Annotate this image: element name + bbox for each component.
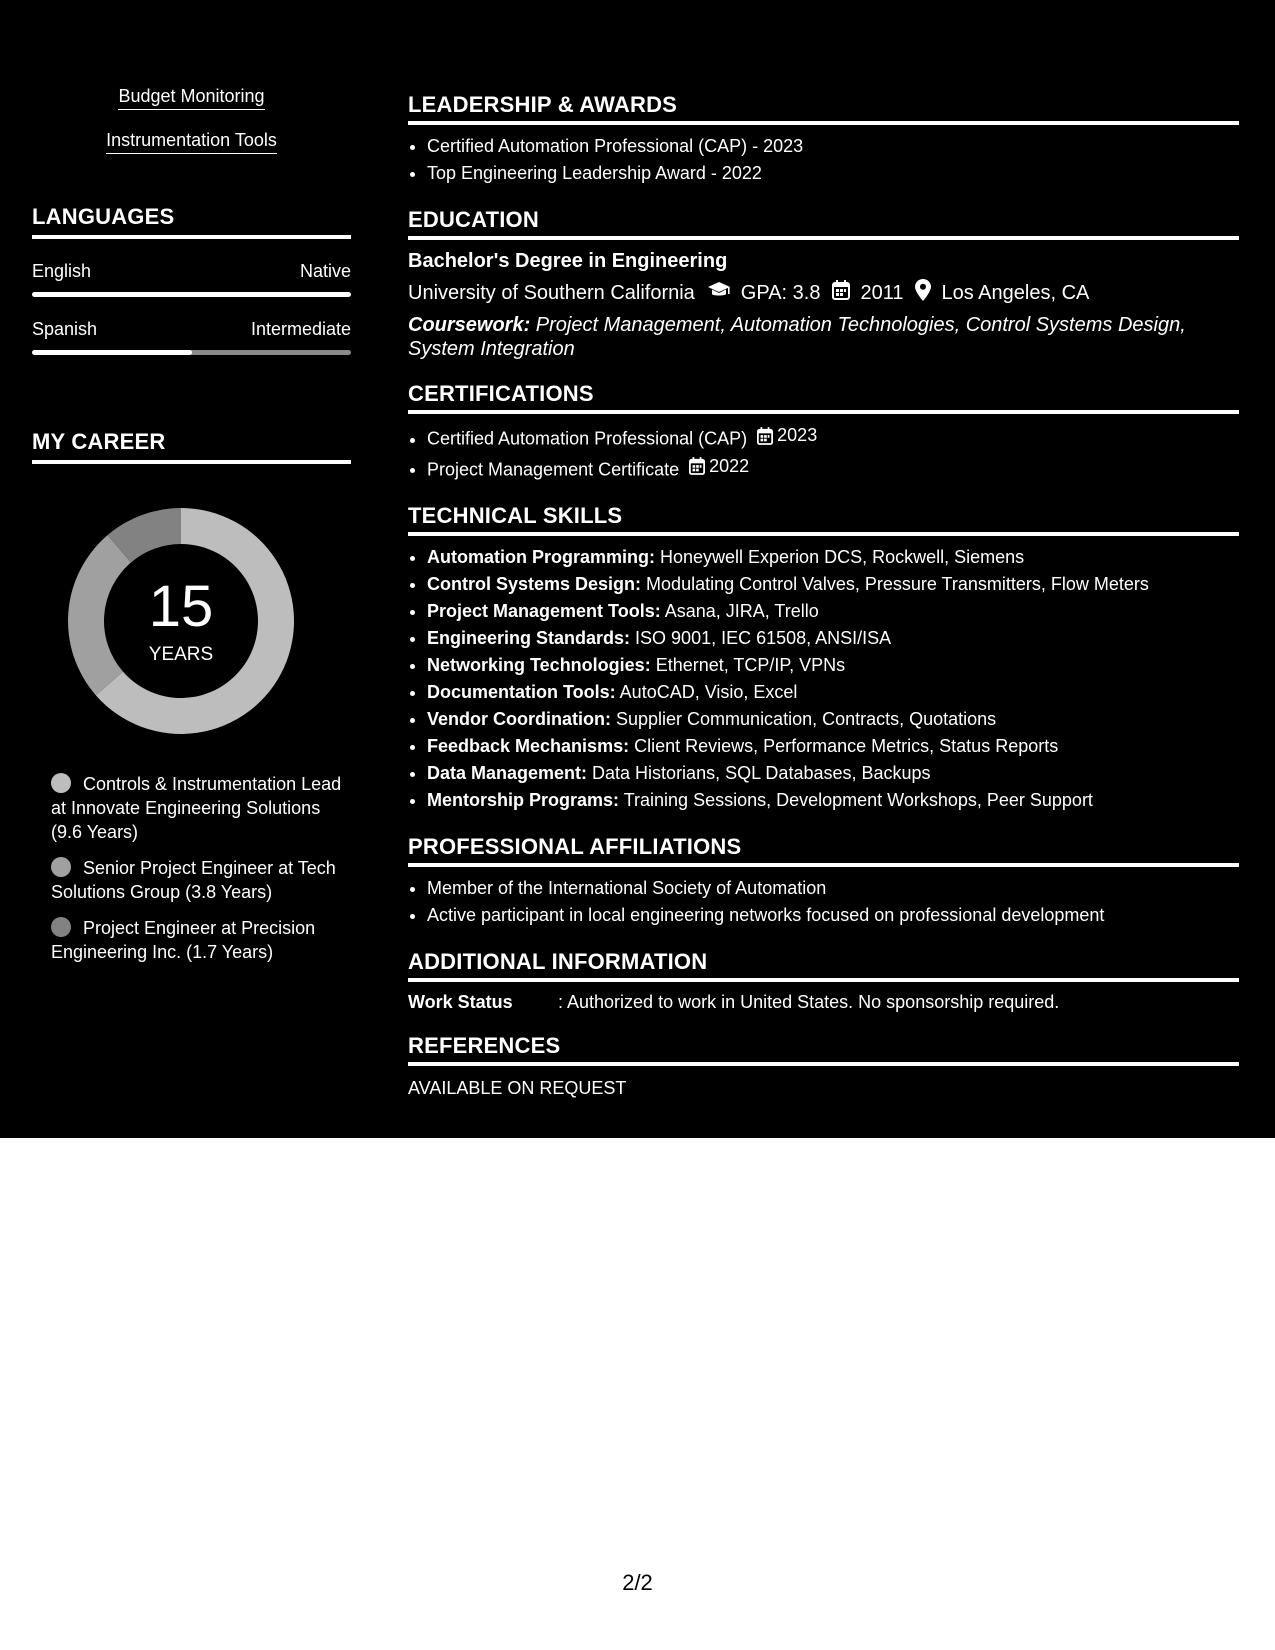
skills-links bbox=[32, 86, 351, 154]
legend-dot bbox=[51, 917, 71, 937]
additional-info-heading: ADDITIONAL INFORMATION bbox=[408, 949, 1239, 982]
technical-skills-section bbox=[408, 503, 1239, 814]
certification-name: Certified Automation Professional (CAP) bbox=[427, 428, 748, 449]
career-section bbox=[32, 429, 351, 964]
skill-value: Data Historians, SQL Databases, Backups bbox=[587, 763, 931, 783]
coursework bbox=[408, 313, 1239, 361]
skill-value: Asana, JIRA, Trello bbox=[660, 601, 819, 621]
skill-item bbox=[427, 733, 1239, 760]
career-donut-chart bbox=[66, 506, 296, 736]
calendar-icon bbox=[832, 280, 850, 306]
languages-section bbox=[32, 204, 351, 355]
skill-value: Client Reviews, Performance Metrics, Status Reports bbox=[629, 736, 1059, 756]
left-column bbox=[32, 86, 351, 976]
career-legend-item bbox=[51, 772, 351, 844]
skill-item bbox=[427, 625, 1239, 652]
legend-dot bbox=[51, 773, 71, 793]
location-pin-icon bbox=[915, 279, 931, 307]
language-name: Spanish bbox=[32, 319, 98, 339]
certifications-heading: CERTIFICATIONS bbox=[408, 381, 1239, 414]
references-heading: REFERENCES bbox=[408, 1033, 1239, 1066]
language-item-spanish bbox=[32, 319, 351, 355]
skill-item bbox=[427, 787, 1239, 814]
skill-link-budget-monitoring[interactable]: Budget Monitoring bbox=[118, 86, 264, 110]
school-name: University of Southern California bbox=[408, 281, 695, 304]
language-level: Intermediate bbox=[250, 319, 351, 339]
career-legend-label: Project Engineer at Precision Engineering Inc. (1.7 Years) bbox=[51, 918, 316, 962]
skill-item bbox=[427, 571, 1239, 598]
skill-item bbox=[427, 598, 1239, 625]
skill-label: Mentorship Programs: bbox=[427, 790, 620, 810]
certification-item bbox=[427, 453, 1239, 484]
skill-item bbox=[427, 544, 1239, 571]
career-total-unit: YEARS bbox=[148, 644, 214, 665]
affiliations-section bbox=[408, 834, 1239, 929]
donut-center bbox=[66, 506, 296, 736]
education-heading: EDUCATION bbox=[408, 207, 1239, 240]
gpa: GPA: 3.8 bbox=[740, 281, 821, 304]
coursework-text: Project Management, Automation Technologies, Control Systems Design, System Integration bbox=[408, 314, 1186, 360]
leadership-heading: LEADERSHIP & AWARDS bbox=[408, 92, 1239, 125]
certification-name: Project Management Certificate bbox=[427, 459, 680, 479]
leadership-item: • Certified Automation Professional (CAP) - 2023 bbox=[427, 133, 1239, 160]
certification-year: 2023 bbox=[777, 425, 818, 445]
skill-label: Documentation Tools: bbox=[427, 682, 616, 702]
right-column bbox=[408, 92, 1239, 1119]
language-proficiency-fill bbox=[32, 292, 351, 297]
work-status-label: Work Status bbox=[408, 992, 513, 1012]
skill-value: Ethernet, TCP/IP, VPNs bbox=[650, 655, 846, 675]
skill-label: Project Management Tools: bbox=[427, 601, 661, 621]
references-text: AVAILABLE ON REQUEST bbox=[408, 1078, 627, 1098]
skill-link-instrumentation-tools[interactable]: Instrumentation Tools bbox=[106, 130, 277, 154]
skill-label: Vendor Coordination: bbox=[427, 709, 611, 729]
technical-skills-heading: TECHNICAL SKILLS bbox=[408, 503, 1239, 536]
language-proficiency-bar bbox=[32, 292, 351, 297]
technical-skills-list bbox=[408, 544, 1239, 814]
leadership-item: • Top Engineering Leadership Award - 2022 bbox=[427, 160, 1239, 187]
certifications-section bbox=[408, 381, 1239, 483]
work-status-value: : Authorized to work in United States. No sponsorship required. bbox=[558, 992, 1060, 1012]
career-legend-item bbox=[51, 916, 351, 964]
career-heading: MY CAREER bbox=[32, 429, 351, 464]
skill-label: Engineering Standards: bbox=[427, 628, 631, 648]
graduation-year: 2011 bbox=[860, 281, 904, 304]
graduation-cap-icon bbox=[707, 281, 731, 305]
page-number: 2/2 bbox=[622, 1570, 653, 1595]
skill-label: Data Management: bbox=[427, 763, 588, 783]
skill-label: Networking Technologies: bbox=[427, 655, 651, 675]
school-location: Los Angeles, CA bbox=[941, 281, 1090, 304]
leadership-section bbox=[408, 92, 1239, 187]
career-legend-item bbox=[51, 856, 351, 904]
career-legend bbox=[32, 772, 351, 964]
language-level: Native bbox=[299, 261, 351, 281]
certification-item bbox=[427, 422, 1239, 453]
legend-dot bbox=[51, 857, 71, 877]
affiliation-item: • Member of the International Society of Automation bbox=[427, 875, 1239, 902]
skill-item bbox=[427, 679, 1239, 706]
degree-title: Bachelor's Degree in Engineering bbox=[408, 250, 728, 272]
certification-year: 2022 bbox=[709, 455, 750, 476]
skill-value: ISO 9001, IEC 61508, ANSI/ISA bbox=[630, 628, 892, 648]
career-legend-label: Senior Project Engineer at Tech Solutions Group (3.8 Years) bbox=[51, 858, 336, 902]
coursework-label: Coursework: bbox=[408, 314, 531, 336]
skill-value: AutoCAD, Visio, Excel bbox=[615, 682, 798, 702]
skill-label: Automation Programming: bbox=[427, 547, 655, 567]
affiliations-heading: PROFESSIONAL AFFILIATIONS bbox=[408, 834, 1239, 867]
career-total-years: 15 bbox=[148, 574, 214, 639]
language-proficiency-bar bbox=[32, 350, 351, 355]
career-legend-label: Controls & Instrumentation Lead at Innovate Engineering Solutions (9.6 Years) bbox=[51, 774, 342, 842]
references-section bbox=[408, 1033, 1239, 1099]
affiliation-item: • Active participant in local engineering networks focused on professional development bbox=[427, 902, 1239, 929]
education-section bbox=[408, 207, 1239, 361]
language-name: English bbox=[32, 261, 92, 281]
skill-item bbox=[427, 760, 1239, 787]
language-proficiency-fill bbox=[32, 350, 192, 355]
skill-label: Control Systems Design: bbox=[427, 574, 642, 594]
skill-item bbox=[427, 706, 1239, 733]
skill-value: Honeywell Experion DCS, Rockwell, Siemens bbox=[655, 547, 1025, 567]
additional-info-section bbox=[408, 949, 1239, 1013]
skill-item bbox=[427, 652, 1239, 679]
calendar-icon bbox=[689, 457, 705, 475]
skill-value: Supplier Communication, Contracts, Quotations bbox=[611, 709, 997, 729]
language-item-english bbox=[32, 261, 351, 297]
calendar-icon bbox=[757, 427, 773, 445]
languages-heading: LANGUAGES bbox=[32, 204, 351, 239]
education-details bbox=[408, 279, 1239, 307]
skill-label: Feedback Mechanisms: bbox=[427, 736, 630, 756]
skill-value: Training Sessions, Development Workshops, Peer Support bbox=[619, 790, 1093, 810]
skill-value: Modulating Control Valves, Pressure Transmitters, Flow Meters bbox=[641, 574, 1149, 594]
